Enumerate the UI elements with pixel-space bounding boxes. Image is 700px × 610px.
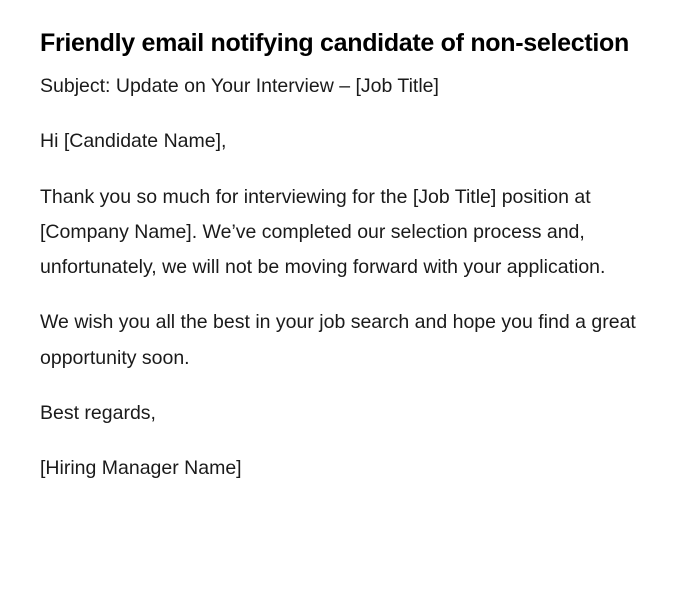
- email-subject-line: Subject: Update on Your Interview – [Job Title]: [40, 75, 439, 97]
- email-closing: Best regards,: [40, 402, 156, 425]
- document-title: Friendly email notifying candidate of non-selection: [40, 29, 629, 57]
- email-signature: [Hiring Manager Name]: [40, 457, 242, 480]
- email-greeting: Hi [Candidate Name],: [40, 130, 227, 153]
- email-body-paragraph-2: We wish you all the best in your job search and hope you find a great opportunity soon.: [40, 311, 636, 369]
- email-template-document: [40, 22, 650, 507]
- email-body-paragraph-1: Thank you so much for interviewing for the [Job Title] position at [Company Name]. We’ve completed our selection process and, unfortunately, we will not be moving forward with your application.: [40, 185, 606, 279]
